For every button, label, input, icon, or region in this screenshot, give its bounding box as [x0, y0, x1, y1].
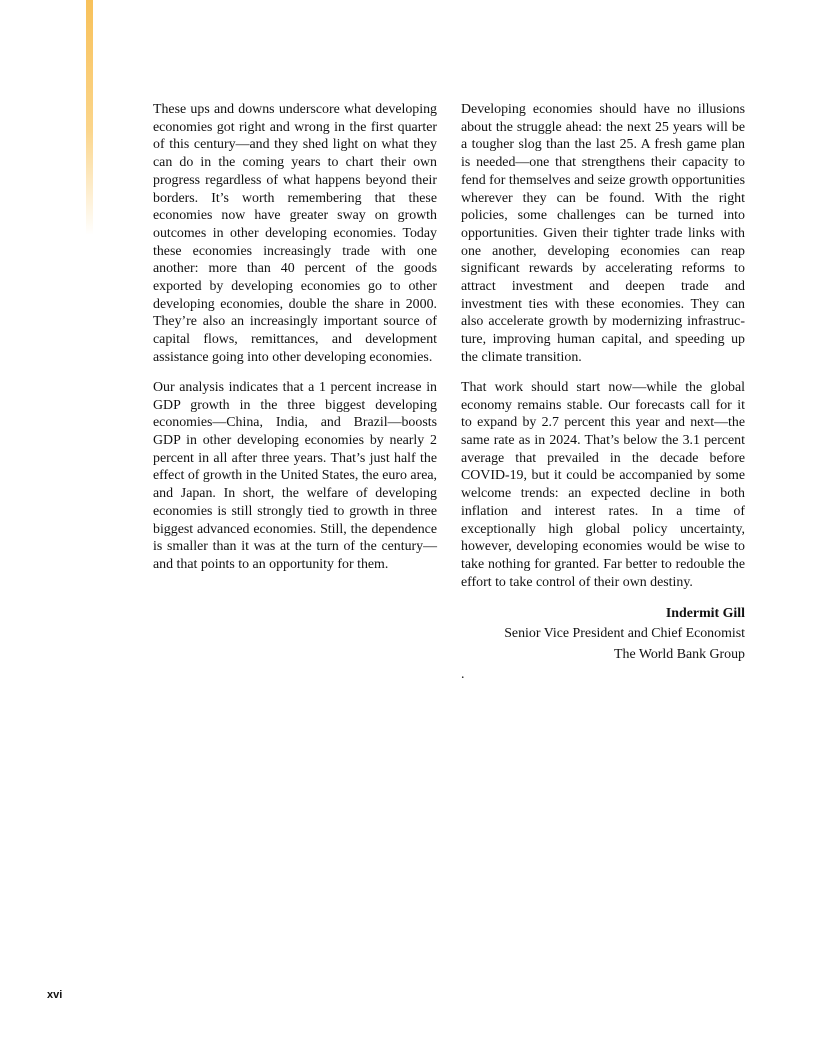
body-paragraph: Our analysis indicates that a 1 percent increase in GDP growth in the three biggest developing economies—China, India, and Brazil—boosts GDP in other developing economies by nearly 2 percent in all after three years. That’s just half the effect of growth in the United States, the euro area, and Japan. In short, the welfare of developing economies is still strongly tied to growth in three biggest advanced economies. Still, the dependence is smaller than it was at the turn of the century—and that points to an opportunity for them.	[153, 379, 438, 572]
signatory-organization: The World Bank Group	[614, 646, 745, 662]
signature-block	[461, 604, 745, 666]
decorative-accent-bar	[86, 0, 93, 235]
page-number: xvi	[47, 989, 63, 1001]
body-paragraph: That work should start now—while the global economy remains stable. Our forecasts call for it to expand by 2.7 percent this year and next—the same rate as in 2024. That’s below the 3.1 percent average that prevailed in the decade before COVID-19, but it could be accompanied by some welcome trends: an expected decline in both inflation and interest rates. In a time of exceptionally high global policy uncertainty, however, developing economies would be wise to take nothing for granted. Far better to redouble the effort to take control of their own destiny.	[461, 379, 745, 590]
body-paragraph: Developing economies should have no illusions about the struggle ahead: the next 25 years will be a tougher slog than the last 25. A fresh game plan is needed—one that strengthens their capacity to fend for themselves and seize growth opportunities wherever they can be found. With the right policies, some challenges can be turned into opportunities. Given their tighter trade links with one another, developing economies can reap significant rewards by accelerating reforms to attract investment and deepen trade and investment ties with these economies. They can also accelerate growth by modernizing infrastructure, improving human capital, and speeding up the climate transition.	[461, 102, 745, 365]
left-text-column	[153, 101, 437, 586]
signatory-title: Senior Vice President and Chief Economist	[504, 626, 745, 642]
body-paragraph: These ups and downs underscore what developing economies got right and wrong in the first quarter of this century—and they shed light on what they can do in the coming years to chart their own progress regardless of what happens beyond their borders. It’s worth remembering that these economies now have greater sway on growth outcomes in other developing economies. Today these economies increasingly trade with one another: more than 40 percent of the goods exported by developing economies go to other developing economies, double the share in 2000. They’re also an increasingly important source of capital flows, remittances, and development assistance going into other developing economies.	[153, 102, 437, 365]
signatory-name: Indermit Gill	[665, 605, 745, 621]
trailing-mark: .	[461, 667, 465, 683]
right-text-column	[461, 101, 745, 685]
